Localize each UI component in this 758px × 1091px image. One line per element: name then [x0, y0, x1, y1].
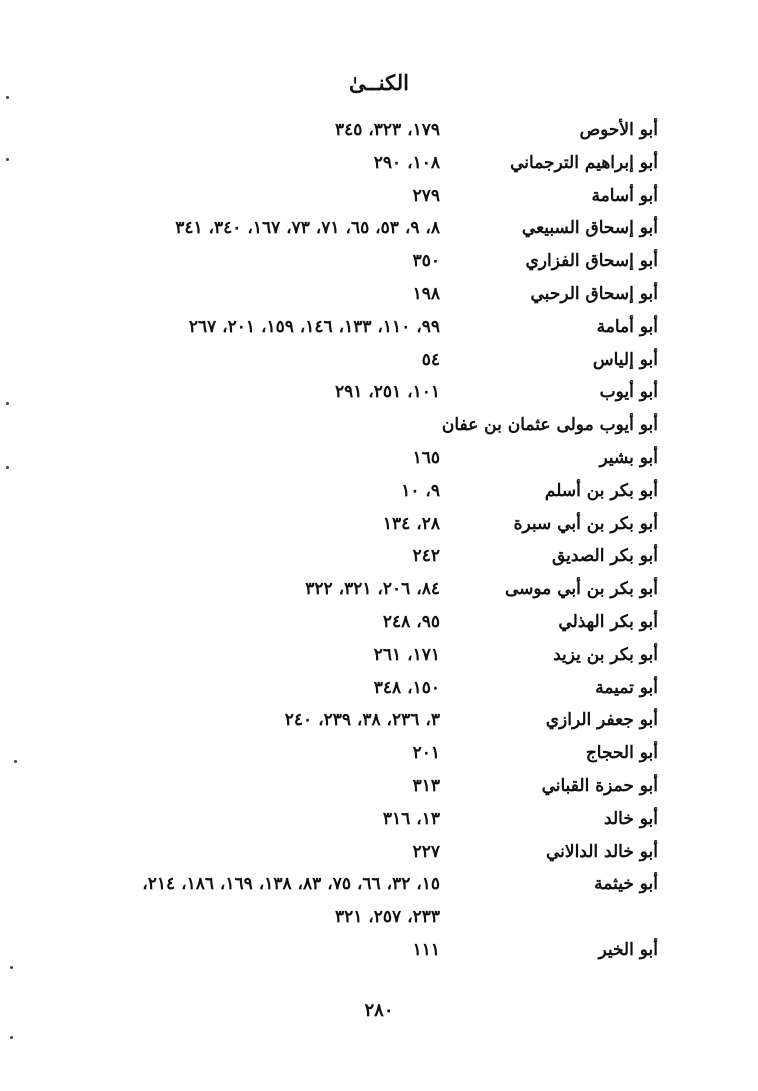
index-entry-continuation [38, 901, 658, 934]
entry-pages: ٣٥٠ [412, 251, 440, 272]
index-entry [38, 409, 658, 442]
entry-pages: ٣١٣ [412, 775, 440, 796]
entry-name: أبو بكر بن أبي سبرة [513, 513, 658, 534]
index-entry [38, 573, 658, 606]
index-entry [38, 376, 658, 409]
entry-name: أبو حمزة القباني [541, 775, 658, 796]
entry-name: أبو أمامة [596, 316, 658, 337]
entry-pages: ٥٤ [421, 349, 440, 370]
index-entry [38, 836, 658, 869]
entry-pages: ٢٠١ [412, 743, 440, 764]
index-entry [38, 540, 658, 573]
index-entry [38, 344, 658, 377]
entry-pages: ٨٤، ٢٠٦، ٣٢١، ٣٢٢ [305, 579, 440, 600]
index-entry [38, 114, 658, 147]
index-entry [38, 770, 658, 803]
entry-name: أبو الأحوص [579, 120, 658, 140]
entry-name: أبو الخير [598, 939, 658, 960]
scan-speck [10, 1036, 13, 1039]
entry-name: أبو إسحاق السبيعي [521, 218, 658, 239]
entry-pages: ١٥٠، ٣٤٨ [373, 677, 440, 698]
index-entry [38, 672, 658, 705]
entry-pages: ٢٣٣، ٢٥٧، ٣٢١ [334, 907, 440, 928]
entry-name: أبو إسحاق الرحبي [530, 283, 658, 304]
entry-name: أبو خالد الدالاني [545, 841, 658, 862]
scan-speck [6, 96, 9, 99]
entry-pages: ٩، ١٠ [401, 480, 440, 501]
index-entry [38, 639, 658, 672]
entry-pages: ٢٨، ١٣٤ [382, 513, 440, 534]
entry-name: أبو بكر الهذلي [558, 611, 658, 632]
entry-name: أبو أيوب مولى عثمان بن عفان [441, 415, 658, 436]
entry-pages: ١٧٩، ٣٢٣، ٣٤٥ [334, 120, 440, 140]
entry-name: أبو بكر بن يزيد [553, 644, 658, 665]
page-number: ٢٨٠ [364, 1000, 394, 1021]
entry-pages: ٢٧٩ [412, 185, 440, 206]
entry-pages: ١٩٨ [412, 283, 440, 304]
entry-pages: ٨، ٩، ٥٣، ٦٥، ٧١، ٧٣، ١٦٧، ٣٤٠، ٣٤١ [175, 218, 440, 239]
scan-speck [6, 466, 9, 469]
entry-name: أبو خالد [604, 808, 658, 829]
entry-name: أبو أيوب [599, 382, 658, 403]
index-entry [38, 278, 658, 311]
entry-name: أبو أسامة [591, 185, 658, 206]
index-entry [38, 737, 658, 770]
index-entry [38, 508, 658, 541]
index-entry [38, 180, 658, 213]
entry-name: أبو جعفر الرازي [545, 710, 658, 731]
entry-name: أبو الحجاج [585, 743, 658, 764]
entry-pages: ٢٢٧ [412, 841, 440, 862]
scan-speck [14, 760, 17, 763]
page-title: الكنــىٰ [349, 70, 409, 95]
index-entry [38, 606, 658, 639]
entry-name: أبو إلياس [592, 349, 658, 370]
index-entry [38, 868, 658, 901]
entry-name: أبو بشير [599, 447, 658, 468]
entry-pages: ١٣، ٣١٦ [382, 808, 440, 829]
index-entry [38, 212, 658, 245]
entry-pages: ٩٥، ٢٤٨ [382, 611, 440, 632]
index-entry [38, 147, 658, 180]
entry-pages: ١٧١، ٢٦١ [373, 644, 440, 665]
index-entry [38, 311, 658, 344]
entry-pages: ٢٤٢ [412, 546, 440, 567]
index-entry [38, 803, 658, 836]
entry-name: أبو بكر بن أبي موسى [504, 579, 658, 600]
entry-pages: ١٠١، ٢٥١، ٢٩١ [334, 382, 440, 403]
entry-name: أبو خيثمة [594, 874, 658, 895]
index-entry [38, 442, 658, 475]
entry-name: أبو إبراهيم الترجماني [510, 152, 658, 173]
scan-speck [10, 966, 13, 969]
entry-pages: ٩٩، ١١٠، ١٣٣، ١٤٦، ١٥٩، ٢٠١، ٢٦٧ [188, 316, 440, 337]
entry-pages: ١١١ [412, 939, 440, 960]
index-entry [38, 475, 658, 508]
entry-name: أبو بكر الصديق [551, 546, 658, 567]
index-entry [38, 934, 658, 967]
entry-name: أبو تميمة [595, 677, 658, 698]
entry-pages: ١٥، ٣٢، ٦٦، ٧٥، ٨٣، ١٣٨، ١٦٩، ١٨٦، ٢١٤، [142, 874, 440, 895]
entry-name: أبو بكر بن أسلم [544, 480, 658, 501]
index-entry [38, 245, 658, 278]
entry-name: أبو إسحاق الفزاري [525, 251, 658, 272]
scan-speck [6, 158, 9, 161]
index-entry [38, 704, 658, 737]
entry-pages: ١٦٥ [412, 447, 440, 468]
entry-pages: ٣، ٢٣٦، ٣٨، ٢٣٩، ٢٤٠ [284, 710, 440, 731]
kunya-index-list [38, 114, 658, 967]
scan-speck [6, 402, 9, 405]
entry-pages: ١٠٨، ٢٩٠ [373, 152, 440, 173]
